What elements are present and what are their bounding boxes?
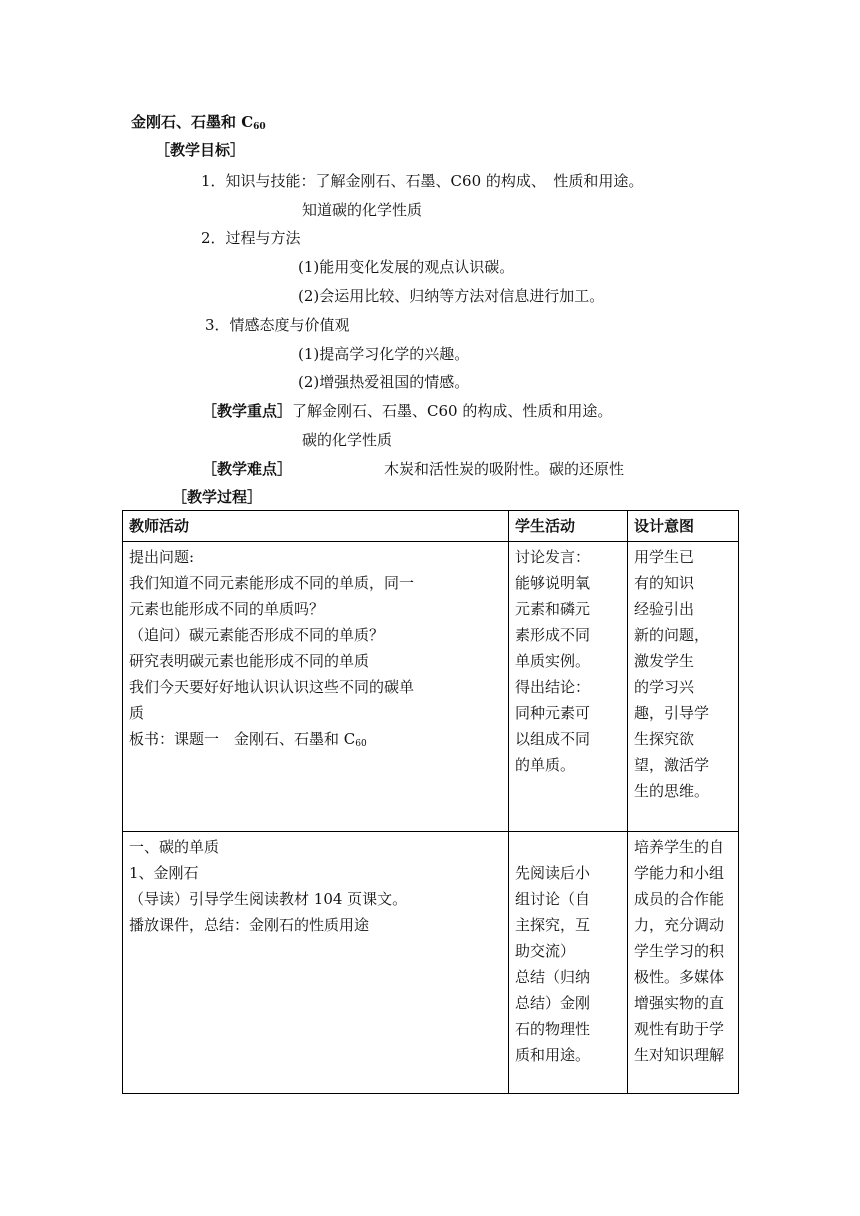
student-line: 元素和磷元 [515, 600, 591, 618]
design-line: 成员的合作能 [634, 890, 725, 908]
design-line: 激发学生 [634, 652, 695, 670]
lesson-title [131, 112, 266, 137]
student-cell [509, 832, 628, 1094]
teacher-line: 提出问题: [129, 548, 195, 566]
objective-3-item-2: (2)增强热爱祖国的情感。 [298, 373, 470, 391]
design-line: 学生学习的积 [634, 942, 725, 960]
objective-1-cont: 知道碳的化学性质 [302, 201, 423, 219]
difficult-points-text: 木炭和活性炭的吸附性。碳的还原性 [384, 460, 625, 478]
teacher-line: 元素也能形成不同的单质吗？ [129, 600, 325, 618]
design-line: 培养学生的自 [634, 838, 725, 856]
design-cell [628, 542, 739, 832]
student-line: 讨论发言： [515, 548, 591, 566]
teacher-line: 我们今天要好好地认识认识这些不同的碳单 [129, 678, 415, 696]
table-header-row [123, 511, 739, 542]
design-line: 增强实物的直 [634, 994, 725, 1012]
design-line: 用学生已 [634, 548, 695, 566]
key-points-text: 了解金刚石、石墨、C60 的构成、性质和用途。 [292, 402, 613, 420]
objective-2-item-1: (1)能用变化发展的观点认识碳。 [298, 258, 515, 276]
design-line: 望，激活学 [634, 756, 710, 774]
design-line: 生探究欲 [634, 730, 695, 748]
blackboard-subscript: 60 [355, 739, 367, 749]
design-line: 极性。多媒体 [634, 968, 725, 986]
table-row [123, 832, 739, 1094]
process-heading: ［教学过程］ [172, 488, 263, 506]
difficult-points-label: ［教学难点］ [202, 460, 293, 478]
student-line: 单质实例。 [515, 652, 591, 670]
teacher-line: 研究表明碳元素也能形成不同的单质 [129, 652, 370, 670]
design-line: 有的知识 [634, 574, 695, 592]
design-line: 观性有助于学 [634, 1020, 725, 1038]
student-line: 同种元素可 [515, 704, 591, 722]
title-text: 金刚石、石墨和 C [131, 113, 254, 131]
student-line: 组讨论（自 [515, 890, 591, 908]
teacher-line: 1、金刚石 [129, 864, 199, 882]
teacher-line: 质 [129, 704, 145, 722]
student-line: 质和用途。 [515, 1046, 591, 1064]
student-line: 以组成不同 [515, 730, 591, 748]
design-line: 力，充分调动 [634, 916, 725, 934]
teacher-cell [123, 832, 509, 1094]
design-line: 经验引出 [634, 600, 695, 618]
blackboard-line [129, 726, 502, 757]
student-line: 素形成不同 [515, 626, 591, 644]
design-line: 新的问题， [634, 626, 710, 644]
key-points-cont: 碳的化学性质 [302, 431, 393, 449]
key-points [202, 401, 612, 421]
student-line [515, 834, 621, 860]
student-line: 先阅读后小 [515, 864, 591, 882]
header-teacher: 教师活动 [123, 511, 509, 542]
student-line: 石的物理性 [515, 1020, 591, 1038]
teacher-line: 我们知道不同元素能形成不同的单质，同一 [129, 574, 415, 592]
objectives-heading: ［教学目标］ [155, 141, 246, 159]
teacher-line: （追问）碳元素能否形成不同的单质？ [129, 626, 385, 644]
student-line: 总结（归纳 [515, 968, 591, 986]
blackboard-text: 板书：课题一 金刚石、石墨和 C [129, 730, 356, 748]
design-line: 生对知识理解 [634, 1046, 725, 1064]
teacher-line: （导读）引导学生阅读教材 104 页课文。 [129, 890, 408, 908]
title-subscript: 60 [253, 122, 266, 132]
design-line: 学能力和小组 [634, 864, 725, 882]
header-student: 学生活动 [509, 511, 628, 542]
header-design: 设计意图 [628, 511, 739, 542]
process-table [122, 510, 739, 1094]
student-cell [509, 542, 628, 832]
student-line: 总结）金刚 [515, 994, 591, 1012]
student-line: 主探究，互 [515, 916, 591, 934]
objective-2-item-2: (2)会运用比较、归纳等方法对信息进行加工。 [298, 287, 605, 305]
teacher-line: 播放课件，总结：金刚石的性质用途 [129, 916, 370, 934]
key-points-label: ［教学重点］ [202, 402, 293, 420]
table-row [123, 542, 739, 832]
design-cell [628, 832, 739, 1094]
design-line: 生的思维。 [634, 782, 710, 800]
design-line: 趣，引导学 [634, 704, 710, 722]
objective-3-item-1: (1)提高学习化学的兴趣。 [298, 345, 470, 363]
objective-1: 1．知识与技能：了解金刚石、石墨、C60 的构成、 性质和用途。 [201, 172, 644, 190]
teacher-line: 一、碳的单质 [129, 838, 220, 856]
objective-2: 2．过程与方法 [201, 229, 301, 247]
teacher-cell [123, 542, 509, 832]
design-line: 的学习兴 [634, 678, 695, 696]
objective-3: 3．情感态度与价值观 [205, 316, 350, 334]
student-line: 能够说明氧 [515, 574, 591, 592]
student-line: 的单质。 [515, 756, 576, 774]
student-line: 助交流） [515, 942, 576, 960]
student-line: 得出结论： [515, 678, 591, 696]
